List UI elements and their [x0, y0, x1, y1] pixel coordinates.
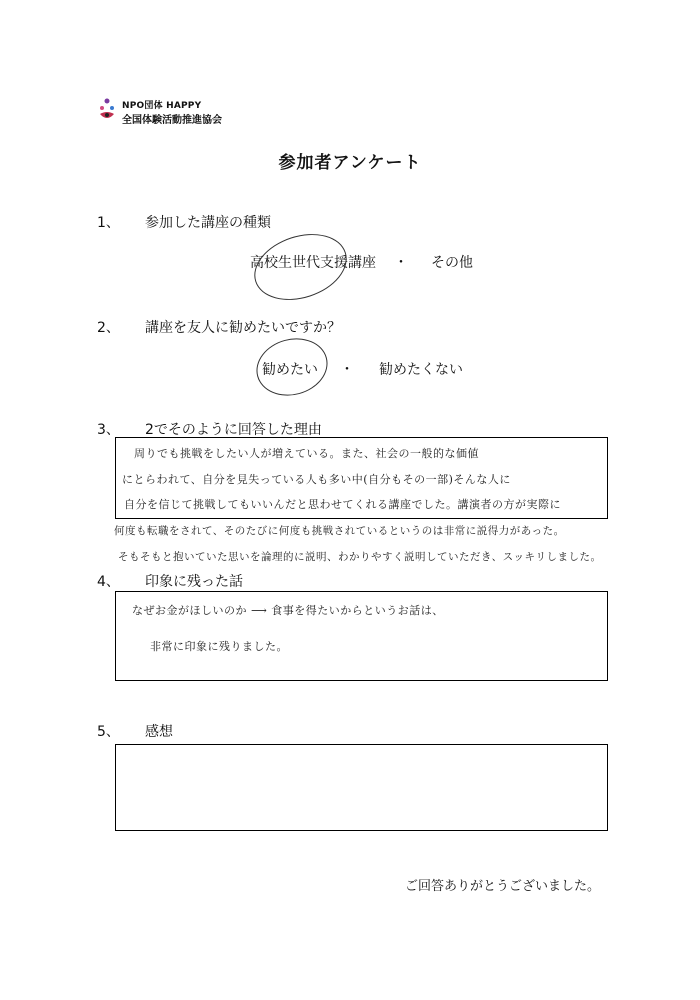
- question-3-text: 2でそのように回答した理由: [145, 422, 322, 438]
- question-2-option-not-recommend[interactable]: 勧めたくない: [379, 362, 463, 378]
- question-4-answer-line: 非常に印象に残りました。: [150, 640, 288, 653]
- question-1-selection-circle: [246, 223, 356, 311]
- question-2-number: 2、: [97, 320, 120, 336]
- question-3-answer-line: 自分を信じて挑戦してもいいんだと思わせてくれる講座でした。講演者の方が実際に: [124, 498, 561, 511]
- question-1-text: 参加した講座の種類: [145, 215, 271, 231]
- question-3-answer-line: にとらわれて、自分を見失っている人も多い中(自分もその一部)そんな人に: [122, 473, 511, 486]
- question-4-number: 4、: [97, 574, 120, 590]
- question-1-number: 1、: [97, 215, 120, 231]
- question-3-answer-line: 何度も転職をされて、そのたびに何度も挑戦されているというのは非常に説得力があった。: [114, 525, 565, 537]
- page-title: 参加者アンケート: [278, 153, 422, 173]
- question-5-text: 感想: [145, 724, 173, 740]
- question-5-answer-box[interactable]: [115, 744, 608, 831]
- question-1-option-highschool[interactable]: 高校生世代支援講座: [250, 255, 376, 271]
- organization-name-line2: 全国体験活動推進協会: [122, 115, 222, 126]
- question-1-separator: ・: [394, 255, 408, 271]
- question-4-text: 印象に残った話: [145, 574, 243, 590]
- question-2-option-recommend[interactable]: 勧めたい: [262, 362, 318, 378]
- question-3-answer-line: そもそもと抱いていた思いを論理的に説明、わかりやすく説明していただき、スッキリしました。: [118, 551, 602, 563]
- question-3-number: 3、: [97, 422, 120, 438]
- question-2-selection-circle: [250, 331, 334, 404]
- question-4-answer-line: なぜお金がほしいのか ⟶ 食事を得たいからというお話は、: [132, 604, 444, 617]
- question-2-separator: ・: [340, 362, 354, 378]
- question-3-answer-line: 周りでも挑戦をしたい人が増えている。また、社会の一般的な価値: [134, 447, 479, 460]
- organization-logo-icon: [97, 97, 117, 123]
- question-2-text: 講座を友人に勧めたいですか？: [145, 320, 341, 336]
- question-5-number: 5、: [97, 724, 120, 740]
- organization-name-line1: NPO団体 HAPPY: [122, 101, 202, 111]
- question-1-option-other[interactable]: その他: [431, 255, 473, 271]
- closing-message: ご回答ありがとうございました。: [405, 879, 601, 894]
